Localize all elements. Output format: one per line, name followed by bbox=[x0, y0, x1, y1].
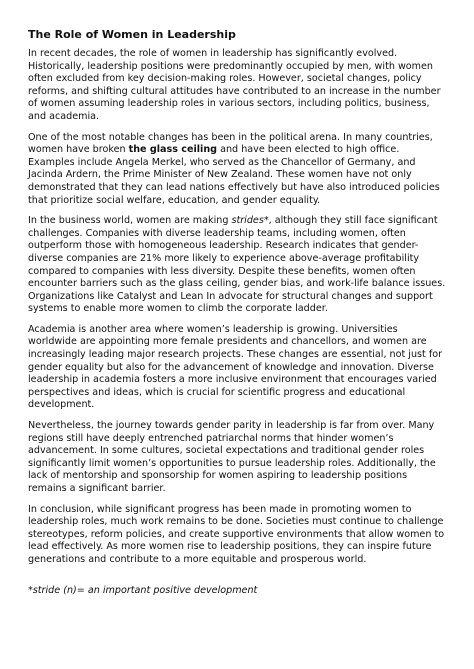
paragraph-politics-text-b: and have been elected to high office. Examples include Angela Merkel, who served as the Chancellor of Germany, and Jacinda Ardern, the Prime Minister of New Zealand. These women have not only demonstrated that they can lead nations effectively but have also introduced policies that prioritize social welfare, education, and gender equality. bbox=[28, 144, 440, 206]
paragraph-business-text-b: *, although they still face significant challenges. Companies with diverse leadership teams, including women, often outperform those with homogeneous leadership. Research indicates that gender-diverse companies are 21% more likely to experience above-average profitability compared to companies with less diversity. Despite these benefits, women often encounter barriers such as the glass ceiling, gender bias, and work-life balance issues. Organizations like Catalyst and Lean In advocate for structural changes and support systems to enable more women to climb the corporate ladder. bbox=[28, 215, 446, 315]
strides-emphasis: strides bbox=[231, 215, 264, 227]
paragraph-business-text-a: In the business world, women are making bbox=[28, 215, 232, 227]
footnote: *stride (n)= an important positive development bbox=[28, 584, 258, 596]
paragraph-conclusion: In conclusion, while significant progress has been made in promoting women to leadership roles, much work remains to be done. Societies must continue to challenge stereotypes, reform policies, and create supportive environments that allow women to lead effectively. As more women rise to leadership positions, they can inspire future generations and contribute to a more equitable and prosperous world. bbox=[28, 503, 445, 565]
glass-ceiling-emphasis: the glass ceiling bbox=[128, 144, 218, 156]
paragraph-academia: Academia is another area where women’s leadership is growing. Universities worldwide are appointing more female presidents and chancellors, and women are increasingly leading major research projects. These changes are essential, not just for gender equality but also for the advancement of knowledge and innovation. Diverse leadership in academia fosters a more inclusive environment that encourages varied perspectives and ideas, which is crucial for scientific progress and educational development. bbox=[28, 323, 443, 411]
paragraph-business bbox=[28, 215, 446, 316]
paragraph-politics-text-a: One of the most notable changes has been in the political arena. In many countries, women have broken bbox=[28, 131, 433, 156]
paragraph-intro: In recent decades, the role of women in leadership has significantly evolved. Historically, leadership positions were predominantly occupied by men, with women often excluded from key decision-making roles. However, societal changes, policy reforms, and shifting cultural attitudes have contributed to an increase in the number of women assuming leadership roles in various sectors, including politics, business, and academia. bbox=[28, 48, 441, 122]
paragraph-challenges: Nevertheless, the journey towards gender parity in leadership is far from over. Many regions still have deeply entrenched patriarchal norms that hinder women’s advancement. In some cultures, societal expectations and traditional gender roles significantly limit women’s opportunities to pursue leadership roles. Additionally, the lack of mentorship and sponsorship for women aspiring to leadership positions remains a significant barrier. bbox=[28, 420, 436, 494]
document-title: The Role of Women in Leadership bbox=[28, 28, 236, 41]
paragraph-politics bbox=[28, 132, 446, 208]
